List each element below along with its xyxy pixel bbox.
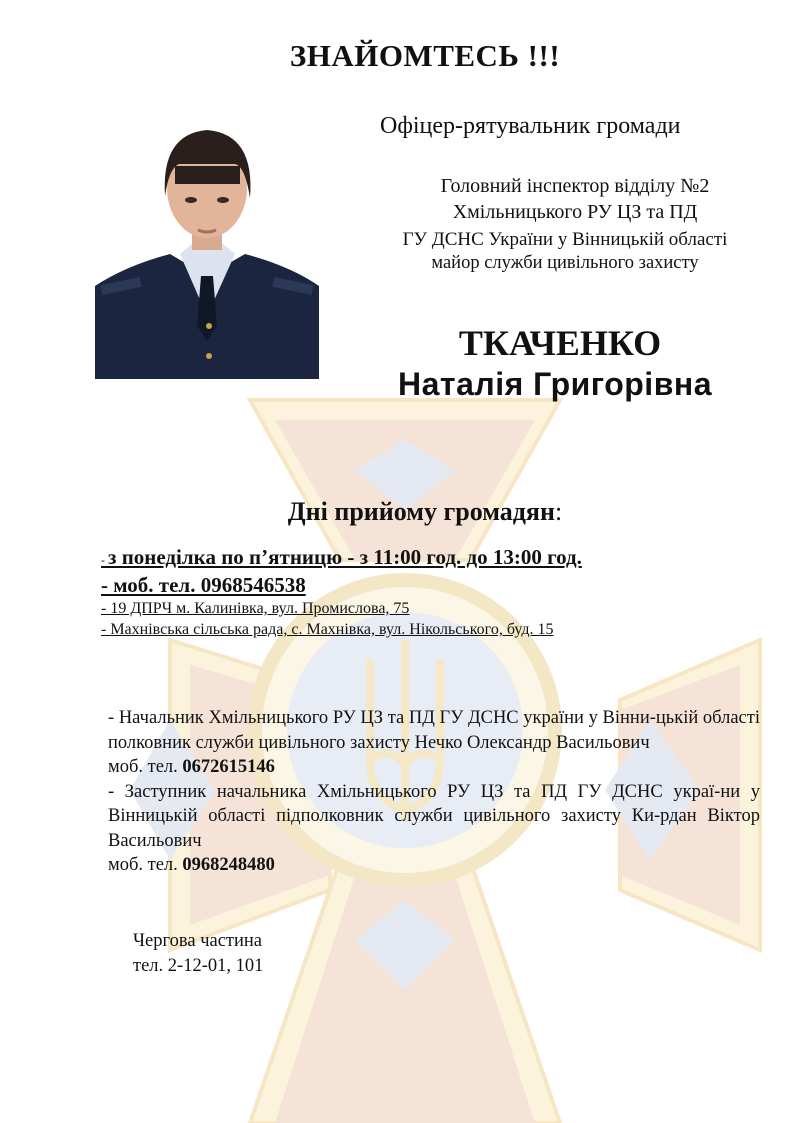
position-line-3: ГУ ДСНС України у Вінницькій області	[402, 229, 728, 250]
reception-phone: - моб. тел. 0968546538	[101, 573, 306, 597]
schedule-prefix: -	[101, 553, 108, 567]
duty-block	[133, 929, 263, 979]
contacts-block	[108, 706, 760, 878]
reception-address-2: - Махнівська сільська рада, с. Махнівка, вул. Нікольського, буд. 15	[101, 621, 554, 638]
officer-role: Офіцер-рятувальник громади	[380, 113, 681, 139]
officer-rank: майор служби цивільного захисту	[431, 253, 699, 273]
contact-1-text: - Начальник Хмільницького РУ ЦЗ та ПД ГУ ДСНС україни у Вінни-цькій області полковник служби цивільного захисту Нечко Олександр Васильович	[108, 708, 760, 753]
contact-1-phone-label: моб. тел.	[108, 757, 183, 777]
contact-2-phone-line	[108, 853, 760, 878]
officer-surname: ТКАЧЕНКО	[458, 323, 662, 363]
duty-phone: тел. 2-12-01, 101	[133, 956, 264, 976]
reception-schedule	[101, 545, 582, 570]
reception-heading-suffix: :	[554, 497, 563, 526]
contact-2-text: - Заступник начальника Хмільницького РУ ЦЗ та ПД ГУ ДСНС украї-ни у Вінницькій області підполковник служби цивільного захисту Ки-рдан Віктор Васильович	[108, 781, 760, 851]
reception-address-1: - 19 ДПРЧ м. Калинівка, вул. Промислова, 75	[101, 600, 410, 617]
officer-given-names: Наталія Григорівна	[398, 366, 712, 402]
contact-1-phone-line	[108, 755, 760, 780]
reception-heading-text: Дні прийому громадян	[287, 497, 555, 526]
position-line-1: Головний інспектор відділу №2	[440, 175, 710, 197]
contact-2-phone-label: моб. тел.	[108, 855, 183, 875]
page-title: ЗНАЙОМТЕСЬ !!!	[289, 38, 561, 73]
contact-2-phone: 0968248480	[182, 855, 275, 875]
schedule-text: з понеділка по п’ятницю - з 11:00 год. до 13:00 год.	[108, 545, 582, 569]
position-line-2: Хмільницького РУ ЦЗ та ПД	[452, 201, 698, 223]
duty-label: Чергова частина	[133, 931, 263, 951]
reception-heading	[0, 497, 794, 527]
officer-photo	[95, 126, 319, 379]
contact-1-phone: 0672615146	[182, 757, 275, 777]
